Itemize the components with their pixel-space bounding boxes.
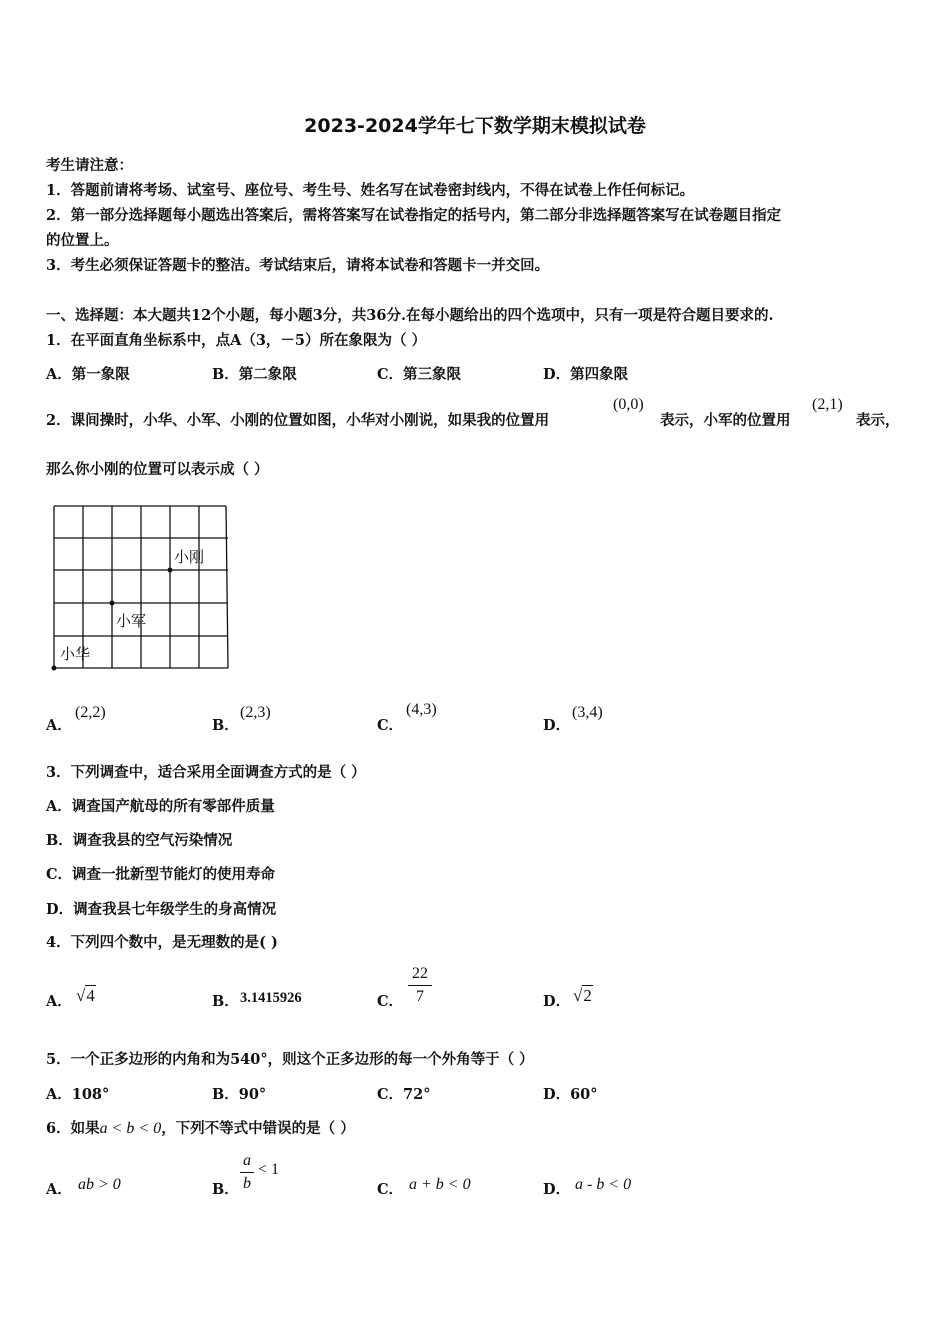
q5-option-b: B．90° (212, 1086, 267, 1103)
q4-option-a-sqrt: √4 (76, 986, 95, 1005)
notice-item: 3．考生必须保证答题卡的整洁。考试结束后，请将本试卷和答题卡一并交回。 (46, 257, 550, 274)
q2-option-b-letter: B． (212, 717, 239, 734)
q6-option-c-expr: a + b < 0 (409, 1176, 471, 1193)
q6-option-d-letter: D． (543, 1181, 571, 1198)
q3-option-b: B．调查我县的空气污染情况 (46, 832, 233, 849)
q4-a-radicand: 4 (86, 986, 95, 1005)
q1-option-d: D．第四象限 (543, 366, 629, 383)
fraction-numerator: a (243, 1152, 251, 1169)
coord-0-0: (0,0) (613, 396, 644, 413)
q2-option-b-value: (2,3) (240, 704, 271, 721)
question-6-stem (46, 1117, 355, 1138)
question-2-stem-b: 表示，小军的位置用 (660, 412, 791, 429)
q2-option-d-letter: D． (543, 717, 571, 734)
q3-option-d: D．调查我县七年级学生的身高情况 (46, 901, 277, 918)
q3-option-c: C．调查一批新型节能灯的使用寿命 (46, 866, 276, 883)
notice-item: 2．第一部分选择题每小题选出答案后，需将答案写在试卷指定的括号内，第二部分非选择题答案写在试卷题目指定 (46, 207, 782, 224)
fraction-bar (408, 985, 432, 986)
q6-option-a-expr: ab > 0 (78, 1176, 121, 1193)
grid-point-xiaogang (168, 568, 173, 573)
question-2-stem-c: 表示， (856, 412, 900, 429)
question-1-stem: 1．在平面直角坐标系中，点A（3，－5）所在象限为（ ） (46, 332, 427, 349)
q6-option-b-rest: < 1 (258, 1161, 280, 1178)
q6-option-b-letter: B． (212, 1181, 239, 1198)
q4-d-radicand: 2 (583, 986, 592, 1005)
q4-option-d-sqrt: √2 (573, 986, 592, 1005)
grid-label-xiaohua: 小华 (60, 645, 91, 663)
fraction-numerator: 22 (412, 965, 428, 982)
fraction-bar (240, 1172, 254, 1173)
question-5-stem: 5．一个正多边形的内角和为540°，则这个正多边形的每一个外角等于（ ） (46, 1051, 534, 1068)
coord-2-1: (2,1) (812, 396, 843, 413)
q5-option-a: A．108° (46, 1086, 110, 1103)
page-title: 2023-2024学年七下数学期末模拟试卷 (304, 115, 646, 137)
q6-option-d-expr: a - b < 0 (575, 1176, 632, 1193)
q2-option-d-value: (3,4) (572, 704, 603, 721)
q4-option-d-letter: D． (543, 993, 571, 1010)
question-6-stem-a: 6．如果 (46, 1120, 100, 1137)
grid-lines (54, 506, 228, 668)
q6-option-a-letter: A． (46, 1181, 72, 1198)
question-2-stem-d: 那么你小刚的位置可以表示成（ ） (46, 461, 269, 478)
question-6-stem-b: ，下列不等式中错误的是（ ） (161, 1120, 355, 1137)
q4-option-c-letter: C． (377, 993, 404, 1010)
grid-point-xiaohua (52, 666, 57, 671)
fraction-denominator: b (243, 1175, 251, 1192)
q5-option-d: D．60° (543, 1086, 598, 1103)
q1-option-b: B．第二象限 (212, 366, 297, 383)
q2-option-a-letter: A． (46, 717, 72, 734)
q2-option-a-value: (2,2) (75, 704, 106, 721)
fraction-denominator: 7 (416, 988, 424, 1005)
question-2-stem: 2．课间操时，小华、小军、小刚的位置如图，小华对小刚说，如果我的位置用 (46, 412, 550, 429)
question-4-stem: 4．下列四个数中，是无理数的是( ) (46, 934, 278, 951)
q3-option-a: A．调查国产航母的所有零部件质量 (46, 798, 275, 815)
q6-option-b-fraction (240, 1152, 254, 1193)
notice-item: 的位置上。 (46, 232, 119, 249)
q4-option-a-letter: A． (46, 993, 72, 1010)
q6-option-c-letter: C． (377, 1181, 404, 1198)
position-grid-figure (50, 502, 232, 674)
q4-option-b-value: 3.1415926 (240, 990, 302, 1006)
grid-point-xiaojun (110, 601, 115, 606)
q4-option-c-fraction (408, 965, 432, 1006)
notice-heading: 考生请注意： (46, 157, 133, 174)
question-3-stem: 3．下列调查中，适合采用全面调查方式的是（ ） (46, 764, 366, 781)
q5-option-c: C．72° (377, 1086, 431, 1103)
q2-option-c-value: (4,3) (406, 701, 437, 718)
section-heading: 一、选择题：本大题共12个小题，每小题3分，共36分.在每小题给出的四个选项中，只有一项是符合题目要求的. (46, 307, 774, 324)
q1-option-a: A．第一象限 (46, 366, 130, 383)
notice-item: 1．答题前请将考场、试室号、座位号、考生号、姓名写在试卷密封线内，不得在试卷上作任何标记。 (46, 182, 695, 199)
grid-label-xiaojun: 小军 (116, 612, 147, 630)
grid-label-xiaogang: 小刚 (174, 548, 205, 566)
q1-option-c: C．第三象限 (377, 366, 462, 383)
q4-option-b-letter: B． (212, 993, 239, 1010)
q2-option-c-letter: C． (377, 717, 404, 734)
q6-condition: a < b < 0 (99, 1120, 162, 1137)
